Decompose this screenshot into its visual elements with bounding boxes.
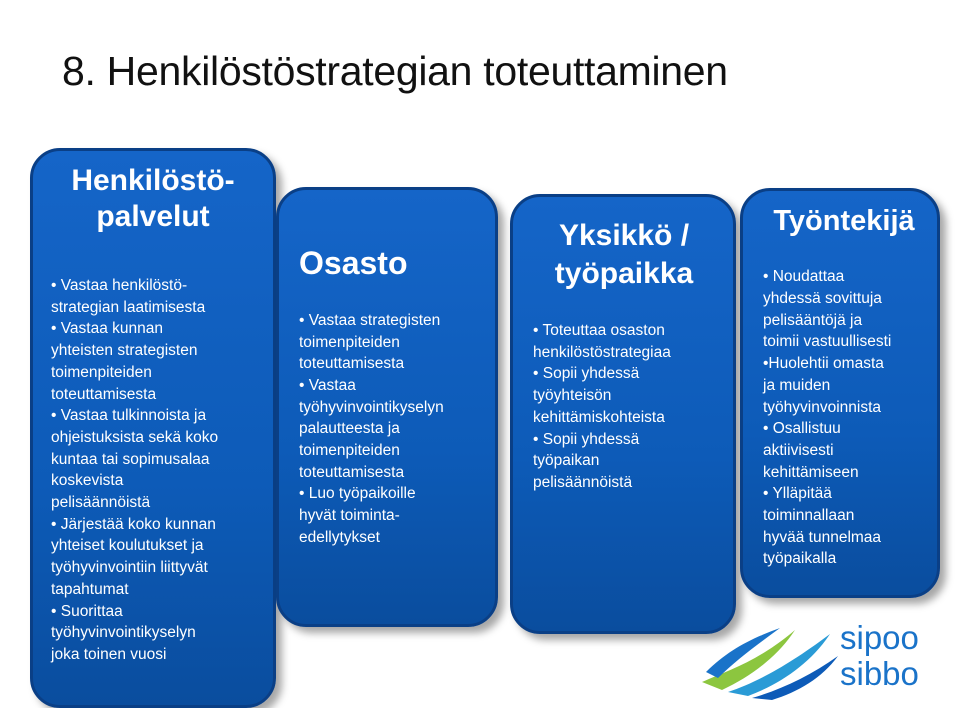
- list-item: • Vastaa strategisten toimenpiteiden toteuttamisesta: [299, 311, 441, 373]
- list-item: • Suorittaa työhyvinvointikyselyn joka toinen vuosi: [51, 602, 196, 663]
- card-heading: Yksikkö / työpaikka: [554, 219, 694, 290]
- card-heading: Henkilöstö- palvelut: [71, 164, 235, 233]
- list-item: • Sopii yhdessä työyhteisön kehittämiskohteista: [533, 365, 665, 426]
- card-heading: Osasto: [299, 245, 408, 281]
- list-item: • Sopii yhdessä työpaikan pelisäännöistä: [533, 430, 640, 491]
- logo-line-sibbo: sibbo: [840, 655, 919, 692]
- card-osasto: [276, 187, 498, 627]
- card-list: [763, 266, 925, 570]
- list-item: • Toteuttaa osaston henkilöstöstrategiaa: [533, 322, 671, 361]
- list-item: •Huolehtii omasta ja muiden työhyvinvoinnista: [763, 355, 884, 416]
- card-yksikko-tyopaikka: [510, 194, 736, 634]
- slide-title: 8. Henkilöstöstrategian toteuttaminen: [62, 48, 728, 94]
- card-list: [51, 275, 255, 666]
- card-list: [531, 320, 717, 494]
- list-item: • Vastaa henkilöstö- strategian laatimisesta: [51, 277, 206, 316]
- list-item: • Vastaa kunnan yhteisten strategisten toimenpiteiden toteuttamisesta: [51, 320, 198, 403]
- logo-text: [840, 620, 919, 692]
- swoosh-logo-icon: [700, 620, 840, 700]
- card-tyontekija: [740, 188, 940, 598]
- list-item: • Järjestää koko kunnan yhteiset koulutukset ja työhyvinvointiin liittyvät tapahtumat: [51, 515, 216, 598]
- card-heading: Työntekijä: [773, 205, 915, 237]
- list-item: • Vastaa tulkinnoista ja ohjeistuksista sekä koko kuntaa tai sopimusalaa koskevista pelisäännöistä: [51, 407, 219, 512]
- list-item: • Osallistuu aktiivisesti kehittämiseen: [763, 420, 859, 481]
- list-item: • Ylläpitää toiminnallaan hyvää tunnelmaa työpaikalla: [763, 485, 882, 568]
- sipoo-sibbo-logo: [700, 620, 940, 700]
- list-item: • Noudattaa yhdessä sovittuja pelisääntöjä ja toimii vastuullisesti: [763, 268, 892, 351]
- card-henkilostopalvelut: [30, 148, 276, 708]
- list-item: • Vastaa työhyvinvointikyselyn palautteesta ja toimenpiteiden toteuttamisesta: [299, 376, 444, 481]
- logo-line-sipoo: sipoo: [840, 619, 919, 656]
- list-item: • Luo työpaikoille hyvät toiminta- edellytykset: [299, 485, 416, 546]
- card-list: [299, 310, 479, 549]
